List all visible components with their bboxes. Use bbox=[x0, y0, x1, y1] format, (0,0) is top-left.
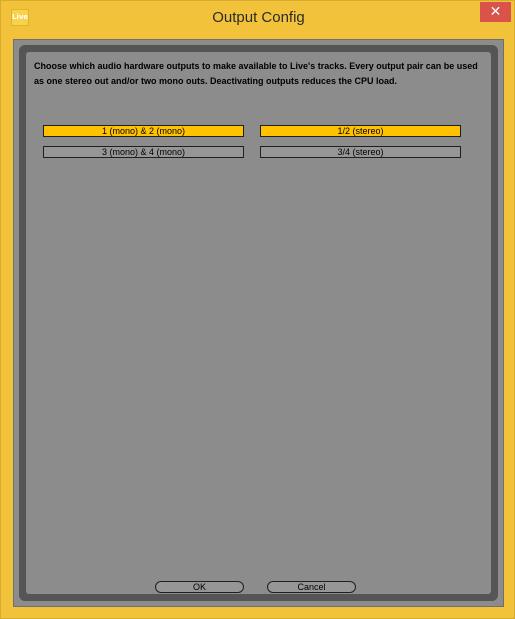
live-app-icon: Live bbox=[11, 9, 29, 26]
dialog-frame bbox=[13, 39, 504, 607]
window-title: Output Config bbox=[212, 9, 305, 26]
close-button[interactable] bbox=[480, 2, 511, 22]
dialog-content bbox=[26, 52, 491, 594]
description-text: Choose which audio hardware outputs to make available to Live's tracks. Every output pair can be used as one stereo out and/or two mono outs. Deactivating outputs reduces the CPU load. bbox=[34, 61, 478, 86]
output-stereo-1-2-toggle[interactable]: 1/2 (stereo) bbox=[260, 125, 461, 137]
ok-button[interactable]: OK bbox=[155, 581, 244, 593]
title-bar[interactable] bbox=[1, 1, 515, 37]
close-icon: ✕ bbox=[489, 4, 502, 20]
dialog-panel bbox=[19, 45, 498, 601]
output-stereo-3-4-toggle[interactable]: 3/4 (stereo) bbox=[260, 146, 461, 158]
output-mono-3-4-toggle[interactable]: 3 (mono) & 4 (mono) bbox=[43, 146, 244, 158]
output-mono-1-2-toggle[interactable]: 1 (mono) & 2 (mono) bbox=[43, 125, 244, 137]
cancel-button[interactable]: Cancel bbox=[267, 581, 356, 593]
